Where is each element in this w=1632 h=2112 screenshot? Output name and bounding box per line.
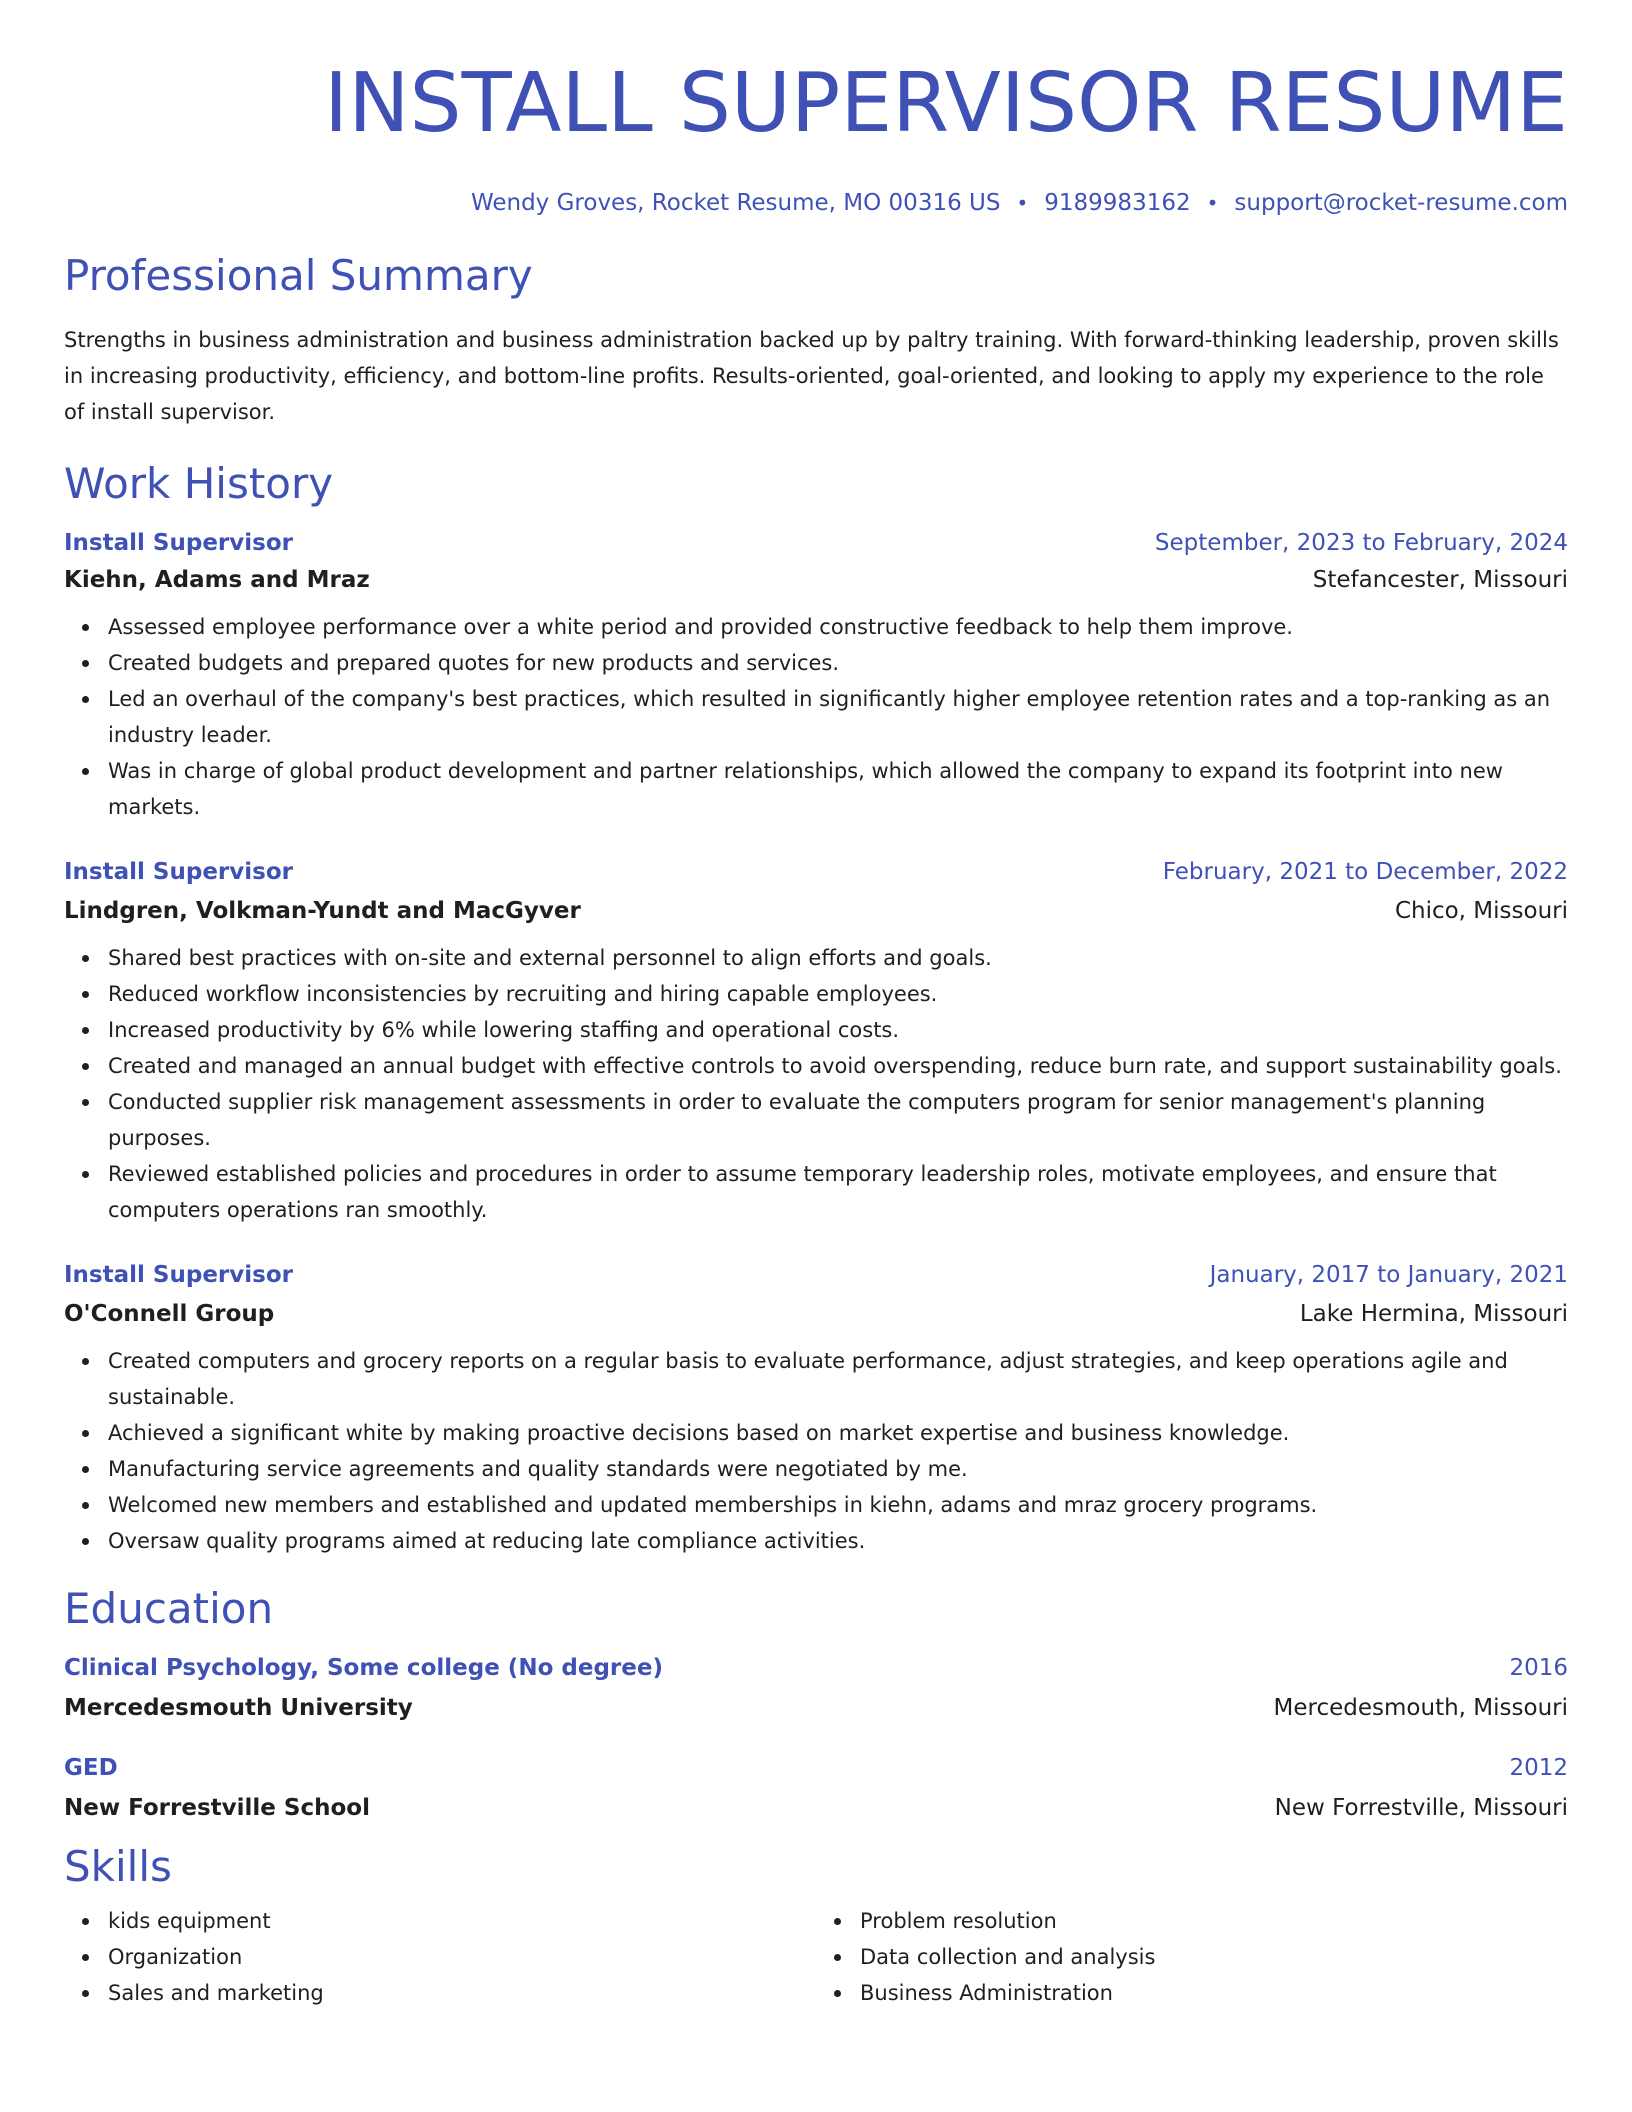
list-item: Assessed employee performance over a white period and provided constructive feedback to help them improve. xyxy=(108,609,1568,645)
job-dates: January, 2017 to January, 2021 xyxy=(1209,1262,1568,1288)
skills-list xyxy=(816,1903,1568,2011)
job-dates: September, 2023 to February, 2024 xyxy=(1154,530,1568,556)
list-item: Created and managed an annual budget with effective controls to avoid overspending, reduce burn rate, and support sustainability goals. xyxy=(108,1048,1568,1084)
job-header-row xyxy=(64,1260,1568,1290)
job-header-row xyxy=(64,857,1568,887)
contact-separator: • xyxy=(1206,191,1219,215)
skill-item: Data collection and analysis xyxy=(860,1939,1568,1975)
job-location: Lake Hermina, Missouri xyxy=(1299,1301,1568,1327)
contact-email: support@rocket-resume.com xyxy=(1234,190,1568,216)
education-year: 2016 xyxy=(1509,1655,1568,1681)
education-school-row xyxy=(64,1793,1568,1823)
education-degree: Clinical Psychology, Some college (No degree) xyxy=(64,1655,663,1681)
education-header-row xyxy=(64,1653,1568,1683)
education-location: Mercedesmouth, Missouri xyxy=(1273,1695,1568,1721)
list-item: Conducted supplier risk management assessments in order to evaluate the computers program for senior management's planning purposes. xyxy=(108,1084,1568,1156)
skills-heading: Skills xyxy=(64,1842,172,1891)
list-item: Increased productivity by 6% while lowering staffing and operational costs. xyxy=(108,1012,1568,1048)
education-school: New Forrestville School xyxy=(64,1795,370,1821)
job-company-row xyxy=(64,565,1568,595)
education-header-row xyxy=(64,1753,1568,1783)
job-company: O'Connell Group xyxy=(64,1301,275,1327)
list-item: Created computers and grocery reports on a regular basis to evaluate performance, adjust strategies, and keep operations agile and sustainable. xyxy=(108,1343,1568,1415)
job-bullets xyxy=(64,1343,1568,1559)
job-company: Kiehn, Adams and Mraz xyxy=(64,567,370,593)
list-item: Led an overhaul of the company's best practices, which resulted in significantly higher employee retention rates and a top-ranking as an industry leader. xyxy=(108,681,1568,753)
education-school-row xyxy=(64,1693,1568,1723)
contact-phone: 9189983162 xyxy=(1044,190,1191,216)
job-dates: February, 2021 to December, 2022 xyxy=(1162,859,1568,885)
list-item: Was in charge of global product development and partner relationships, which allowed the company to expand its footprint into new markets. xyxy=(108,753,1568,825)
summary-heading: Professional Summary xyxy=(64,251,533,300)
job-entry xyxy=(64,528,1568,825)
skill-item: Problem resolution xyxy=(860,1903,1568,1939)
contact-address: Wendy Groves, Rocket Resume, MO 00316 US xyxy=(470,190,1001,216)
skill-item: Organization xyxy=(108,1939,816,1975)
list-item: Oversaw quality programs aimed at reducing late compliance activities. xyxy=(108,1523,1568,1559)
job-location: Stefancester, Missouri xyxy=(1312,567,1568,593)
list-item: Reduced workflow inconsistencies by recruiting and hiring capable employees. xyxy=(108,976,1568,1012)
education-heading: Education xyxy=(64,1584,274,1633)
education-location: New Forrestville, Missouri xyxy=(1274,1795,1568,1821)
skills-list xyxy=(64,1903,816,2011)
job-bullets xyxy=(64,940,1568,1228)
contact-separator: • xyxy=(1016,191,1029,215)
job-entry xyxy=(64,857,1568,1228)
job-location: Chico, Missouri xyxy=(1394,898,1568,924)
job-company-row xyxy=(64,896,1568,926)
skill-item: Sales and marketing xyxy=(108,1975,816,2011)
contact-line xyxy=(64,188,1568,218)
job-role: Install Supervisor xyxy=(64,859,293,885)
list-item: Created budgets and prepared quotes for new products and services. xyxy=(108,645,1568,681)
education-year: 2012 xyxy=(1509,1755,1568,1781)
list-item: Shared best practices with on-site and external personnel to align efforts and goals. xyxy=(108,940,1568,976)
job-entry xyxy=(64,1260,1568,1559)
resume-title: INSTALL SUPERVISOR RESUME xyxy=(324,56,1568,151)
job-company: Lindgren, Volkman-Yundt and MacGyver xyxy=(64,898,581,924)
job-header-row xyxy=(64,528,1568,558)
job-role: Install Supervisor xyxy=(64,1262,293,1288)
list-item: Reviewed established policies and procedures in order to assume temporary leadership roles, motivate employees, and ensure that computers operations ran smoothly. xyxy=(108,1156,1568,1228)
skill-item: kids equipment xyxy=(108,1903,816,1939)
work-history-heading: Work History xyxy=(64,459,334,508)
skills-grid xyxy=(64,1903,1568,2011)
job-bullets xyxy=(64,609,1568,825)
education-entry xyxy=(64,1753,1568,1823)
education-school: Mercedesmouth University xyxy=(64,1695,413,1721)
education-entry xyxy=(64,1653,1568,1723)
skill-item: Business Administration xyxy=(860,1975,1568,2011)
list-item: Welcomed new members and established and updated memberships in kiehn, adams and mraz grocery programs. xyxy=(108,1487,1568,1523)
summary-text: Strengths in business administration and business administration backed up by paltry training. With forward-thinking leadership, proven skills in increasing productivity, efficiency, and bottom-line profits. Results-oriented, goal-oriented, and looking to apply my experience to the role of install supervisor. xyxy=(64,328,1559,424)
skills-column-right xyxy=(816,1903,1568,2011)
skills-column-left xyxy=(64,1903,816,2011)
job-role: Install Supervisor xyxy=(64,530,293,556)
job-company-row xyxy=(64,1299,1568,1329)
list-item: Manufacturing service agreements and quality standards were negotiated by me. xyxy=(108,1451,1568,1487)
education-degree: GED xyxy=(64,1755,118,1781)
list-item: Achieved a significant white by making proactive decisions based on market expertise and business knowledge. xyxy=(108,1415,1568,1451)
